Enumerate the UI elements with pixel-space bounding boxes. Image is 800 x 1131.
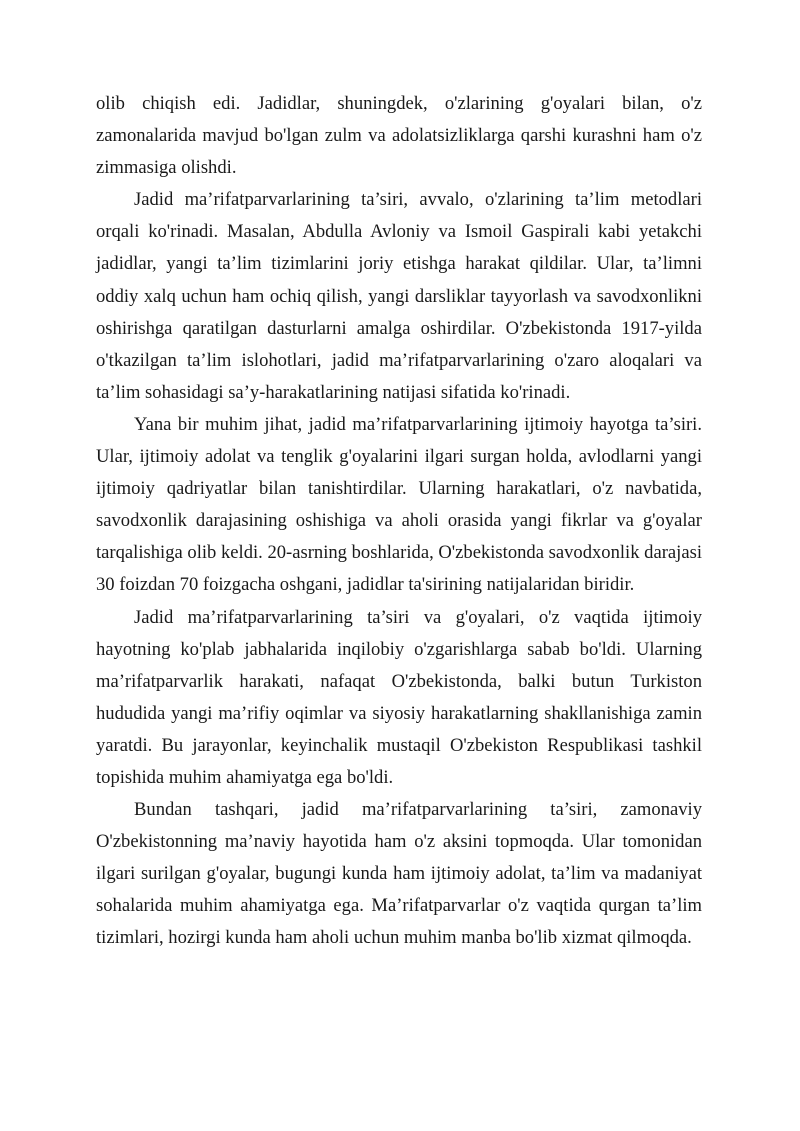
document-page — [96, 88, 702, 955]
paragraph-social-influence: Yana bir muhim jihat, jadid ma’rifatparvarlarining ijtimoiy hayotga ta’siri. Ular, ijtimoiy adolat va tenglik g'oyalarini ilgari surgan holda, avlodlarni yangi ijtimoiy qadriyatlar bilan tanishtirdilar. Ularning harakatlari, o'z navbatida, savodxonlik darajasining oshishiga va aholi orasida yangi fikrlar va g'oyalar tarqalishiga olib keldi. 20-asrning boshlarida, O'zbekistonda savodxonlik darajasi 30 foizdan 70 foizgacha oshgani, jadidlar ta'sirining natijalaridan biridir. — [96, 413, 702, 596]
paragraph-continued: olib chiqish edi. Jadidlar, shuningdek, o'zlarining g'oyalari bilan, o'z zamonalarida mavjud bo'lgan zulm va adolatsizliklarga qarshi kurashni ham o'z zimmasiga olishdi. — [96, 93, 702, 179]
paragraph-education-influence: Jadid ma’rifatparvarlarining ta’siri, avvalo, o'zlarining ta’lim metodlari orqali ko'rinadi. Masalan, Abdulla Avloniy va Ismoil Gaspirali kabi yetakchi jadidlar, yangi ta’lim tizimlarini joriy etishga harakat qildilar. Ular, ta’limni oddiy xalq uchun ham ochiq qilish, yangi darsliklar tayyorlash va savodxonlikni oshirishga qaratilgan dasturlarni amalga oshirdilar. O'zbekistonda 1917-yilda o'tkazilgan ta’lim islohotlari, jadid ma’rifatparvarlarining o'zaro aloqalari va ta’lim sohasidagi sa’y-harakatlarining natijasi sifatida ko'rinadi. — [96, 189, 702, 403]
paragraph-revolutionary-changes: Jadid ma’rifatparvarlarining ta’siri va g'oyalari, o'z vaqtida ijtimoiy hayotning ko'plab jabhalarida inqilobiy o'zgarishlarga sabab bo'ldi. Ularning ma’rifatparvarlik harakati, nafaqat O'zbekistonda, balki butun Turkiston hududida yangi ma’rifiy oqimlar va siyosiy harakatlarning shakllanishiga zamin yaratdi. Bu jarayonlar, keyinchalik mustaqil O'zbekiston Respublikasi tashkil topishida muhim ahamiyatga ega bo'ldi. — [96, 606, 702, 788]
paragraph-modern-uzbekistan: Bundan tashqari, jadid ma’rifatparvarlarining ta’siri, zamonaviy O'zbekistonning ma’naviy hayotida ham o'z aksini topmoqda. Ular tomonidan ilgari surilgan g'oyalar, bugungi kunda ham ijtimoiy adolat, ta’lim va madaniyat sohalarida muhim ahamiyatga ega. Ma’rifatparvarlar o'z vaqtida qurgan ta’lim tizimlari, hozirgi kunda ham aholi uchun muhim manba bo'lib xizmat qilmoqda. — [96, 799, 702, 949]
